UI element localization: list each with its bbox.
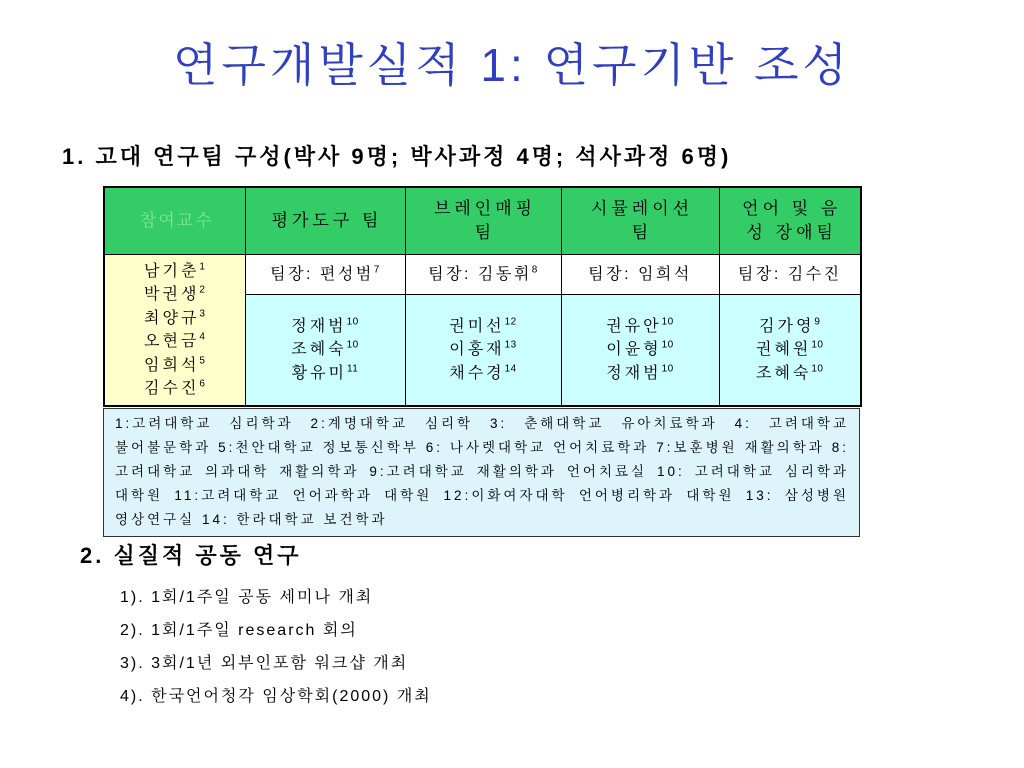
team-member-entry <box>566 362 715 386</box>
team-leader-label: 팀장: 임희석 <box>588 265 692 283</box>
team-member-entry <box>250 362 401 386</box>
professor-name: 임희석 <box>144 356 200 374</box>
affiliation-notes-box <box>103 408 860 537</box>
team-member-name: 황유미 <box>291 364 347 382</box>
team-leader-label: 팀장: 김동휘 <box>428 265 532 283</box>
team-member-entry <box>410 362 557 386</box>
team-leader-cell <box>405 255 561 295</box>
activity-item: 4). 한국언어청각 임상학회(2000) 개최 <box>120 688 432 705</box>
footnote-ref: 10 <box>811 363 824 375</box>
footnote-ref: 1 <box>199 261 206 273</box>
team-member-name: 권유안 <box>606 317 662 335</box>
activity-item: 3). 3회/1년 외부인포함 워크샵 개최 <box>120 655 409 672</box>
footnote-ref: 10 <box>661 363 674 375</box>
footnote-ref: 13 <box>504 339 517 351</box>
footnote-ref: 12 <box>504 316 517 328</box>
header-brain-mapping-team <box>405 187 561 255</box>
footnote-ref: 9 <box>814 316 821 328</box>
footnote-ref: 6 <box>199 378 206 390</box>
professor-entry <box>109 307 241 331</box>
team-member-entry <box>724 338 857 362</box>
footnote-ref: 2 <box>199 284 206 296</box>
professor-name: 박권생 <box>144 286 200 303</box>
affiliation-notes-text: 1:고려대학교 심리학과 2:계명대학교 심리학 3: 춘해대학교 유아치료학과 4: 고려대학교 불어불문학과 5:천안대학교 정보통신학부 6: 나사렛대학교 언어치료학과 7:보훈병원 재활의학과 8:고려대학교 의과대학 재활의학과 9:고려대학교 재활의학과 언어치료실 10: 고려대학교 심리학과 대학원 11:고려대학교 언어과학과 대학원 12:이화여자대학 언어병리학과 대학원 13: 삼성병원 영상연구실 14: 한라대학교 보건학과 <box>115 416 849 527</box>
team-members-cell <box>405 295 561 407</box>
footnote-ref: 10 <box>811 339 824 351</box>
footnote-ref: 10 <box>661 339 674 351</box>
table-header-row <box>104 187 861 255</box>
footnote-ref: 10 <box>661 316 674 328</box>
footnote-ref: 10 <box>346 339 359 351</box>
professor-entry <box>109 377 241 401</box>
section-2-heading: 2. 실질적 공동 연구 <box>80 543 302 568</box>
header-simulation-team <box>561 187 719 255</box>
team-leader-cell <box>719 255 861 295</box>
slide-title: 연구개발실적 1: 연구기반 조성 <box>173 39 851 91</box>
team-member-name: 김가영 <box>759 317 815 335</box>
footnote-ref: 5 <box>199 355 206 367</box>
team-member-name: 채수경 <box>449 364 505 382</box>
header-speech-language-disorder-team <box>719 187 861 255</box>
footnote-ref: 14 <box>504 363 517 375</box>
activity-item: 2). 1회/1주일 research 회의 <box>120 622 358 639</box>
team-leader-label: 팀장: 김수진 <box>737 265 842 283</box>
team-member-name: 이홍재 <box>449 341 505 359</box>
team-member-name: 정재범 <box>606 364 662 382</box>
footnote-ref: 11 <box>346 363 359 375</box>
team-member-entry <box>410 338 557 362</box>
section-1-heading: 1. 고대 연구팀 구성(박사 9명; 박사과정 4명; 석사과정 6명) <box>62 144 732 169</box>
professor-name: 김수진 <box>144 380 200 397</box>
header-label: 언어 및 음성 장애팀 <box>742 199 842 242</box>
team-members-cell <box>719 295 861 407</box>
header-label: 브레인매핑 팀 <box>433 199 537 242</box>
team-member-entry <box>250 315 401 339</box>
team-member-name: 조혜숙 <box>756 364 812 382</box>
team-member-name: 권미선 <box>449 317 505 335</box>
professor-name: 최양규 <box>144 309 200 327</box>
team-member-entry <box>724 315 857 339</box>
professor-entry <box>109 354 241 378</box>
header-label: 평가도구 팀 <box>271 211 383 230</box>
footnote-ref: 3 <box>199 308 206 320</box>
professor-name: 남기춘 <box>144 262 200 280</box>
team-leader-row <box>104 255 861 295</box>
team-members-cell <box>245 295 405 407</box>
footnote-ref: 10 <box>346 316 359 328</box>
footnote-ref: 7 <box>373 264 380 276</box>
team-member-name: 정재범 <box>291 317 347 335</box>
team-member-name: 조혜숙 <box>291 341 347 359</box>
activity-list <box>120 581 432 713</box>
header-label: 참여교수 <box>139 211 214 230</box>
header-participating-professors <box>104 187 245 255</box>
header-label: 시뮬레이션 팀 <box>590 199 694 242</box>
footnote-ref: 4 <box>199 331 206 343</box>
team-member-name: 이윤형 <box>606 341 662 359</box>
professor-name: 오현금 <box>144 333 200 350</box>
team-member-entry <box>410 315 557 339</box>
research-team-table <box>103 186 862 407</box>
footnote-ref: 8 <box>531 264 538 276</box>
professor-entry <box>109 260 241 284</box>
activity-item: 1). 1회/1주일 공동 세미나 개최 <box>120 589 374 606</box>
team-leader-cell <box>561 255 719 295</box>
team-member-entry <box>566 338 715 362</box>
team-member-entry <box>724 362 857 386</box>
professor-entry <box>109 330 241 354</box>
team-member-name: 권혜원 <box>756 341 812 359</box>
professor-entry <box>109 283 241 307</box>
team-leader-label: 팀장: 편성범 <box>270 265 374 283</box>
header-assessment-tools-team <box>245 187 405 255</box>
team-member-entry <box>250 338 401 362</box>
team-members-cell <box>561 295 719 407</box>
team-member-entry <box>566 315 715 339</box>
team-leader-cell <box>245 255 405 295</box>
professors-cell <box>104 255 245 407</box>
